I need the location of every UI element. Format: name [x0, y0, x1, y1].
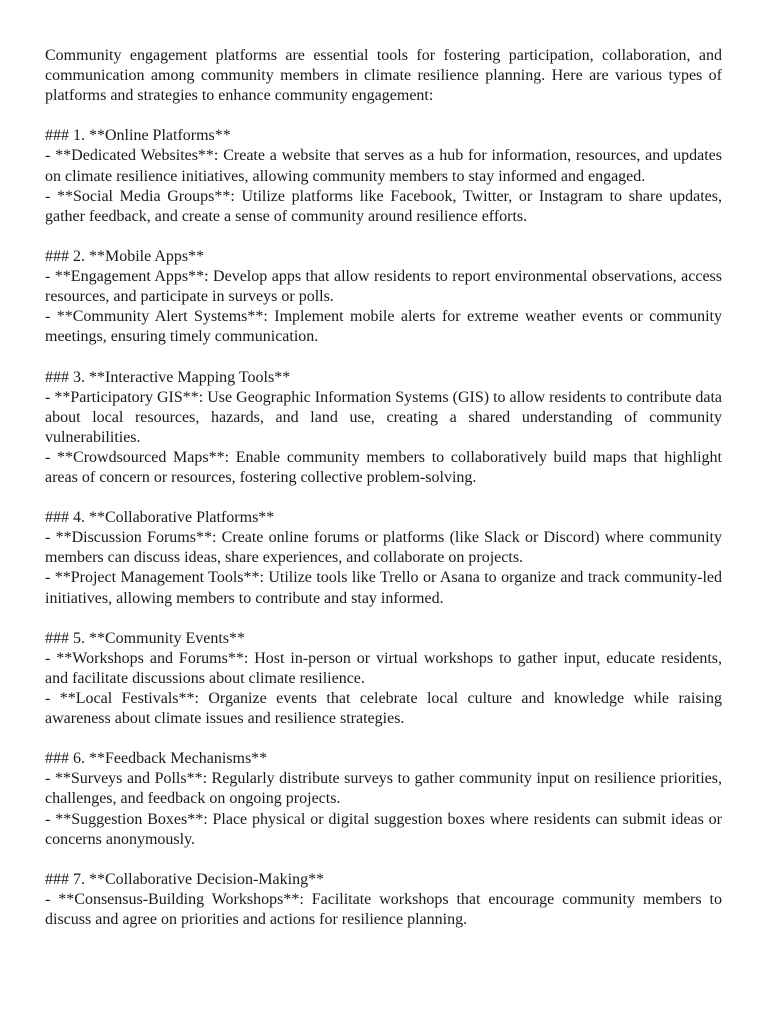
section-heading: ### 7. **Collaborative Decision-Making**	[45, 870, 325, 888]
spacer	[45, 488, 722, 508]
spacer	[45, 729, 722, 749]
spacer	[45, 106, 722, 126]
spacer	[45, 347, 722, 367]
section-heading: ### 4. **Collaborative Platforms**	[45, 509, 275, 527]
spacer	[45, 850, 722, 870]
list-item: - **Crowdsourced Maps**: Enable community members to collaboratively build maps that highlight areas of concern or resources, fostering collective problem-solving.	[45, 448, 722, 486]
section-heading: ### 5. **Community Events**	[45, 629, 245, 647]
section-online-platforms	[45, 126, 722, 226]
document-page	[45, 46, 722, 930]
list-item: - **Suggestion Boxes**: Place physical or digital suggestion boxes where residents can submit ideas or concerns anonymously.	[45, 810, 722, 848]
section-heading: ### 6. **Feedback Mechanisms**	[45, 750, 268, 768]
list-item: - **Participatory GIS**: Use Geographic Information Systems (GIS) to allow residents to contribute data about local resources, hazards, and land use, creating a shared understanding of community vulnerabilities.	[45, 388, 722, 446]
list-item: - **Local Festivals**: Organize events that celebrate local culture and knowledge while raising awareness about climate issues and resilience strategies.	[45, 690, 722, 728]
section-mobile-apps	[45, 247, 722, 347]
section-heading: ### 1. **Online Platforms**	[45, 127, 231, 145]
section-collaborative-decision-making	[45, 870, 722, 930]
list-item: - **Dedicated Websites**: Create a website that serves as a hub for information, resources, and updates on climate resilience initiatives, allowing community members to stay informed and engaged.	[45, 147, 722, 185]
list-item: - **Social Media Groups**: Utilize platforms like Facebook, Twitter, or Instagram to share updates, gather feedback, and create a sense of community around resilience efforts.	[45, 187, 722, 225]
section-heading: ### 2. **Mobile Apps**	[45, 247, 205, 265]
intro-paragraph: Community engagement platforms are essential tools for fostering participation, collaboration, and communication among community members in climate resilience planning. Here are various types of platforms and strategies to enhance community engagement:	[45, 47, 722, 105]
section-heading: ### 3. **Interactive Mapping Tools**	[45, 368, 291, 386]
list-item: - **Workshops and Forums**: Host in-person or virtual workshops to gather input, educate residents, and facilitate discussions about climate resilience.	[45, 649, 722, 687]
section-feedback-mechanisms	[45, 749, 722, 849]
list-item: - **Engagement Apps**: Develop apps that allow residents to report environmental observations, access resources, and participate in surveys or polls.	[45, 268, 722, 306]
spacer	[45, 609, 722, 629]
section-community-events	[45, 629, 722, 729]
list-item: - **Discussion Forums**: Create online forums or platforms (like Slack or Discord) where community members can discuss ideas, share experiences, and collaborate on projects.	[45, 529, 722, 567]
list-item: - **Surveys and Polls**: Regularly distribute surveys to gather community input on resilience priorities, challenges, and feedback on ongoing projects.	[45, 770, 722, 808]
list-item: - **Community Alert Systems**: Implement mobile alerts for extreme weather events or community meetings, ensuring timely communication.	[45, 308, 722, 346]
section-collaborative-platforms	[45, 508, 722, 608]
spacer	[45, 227, 722, 247]
list-item: - **Consensus-Building Workshops**: Facilitate workshops that encourage community members to discuss and agree on priorities and actions for resilience planning.	[45, 890, 722, 929]
section-interactive-mapping-tools	[45, 368, 722, 489]
list-item: - **Project Management Tools**: Utilize tools like Trello or Asana to organize and track community-led initiatives, allowing members to contribute and stay informed.	[45, 569, 722, 607]
